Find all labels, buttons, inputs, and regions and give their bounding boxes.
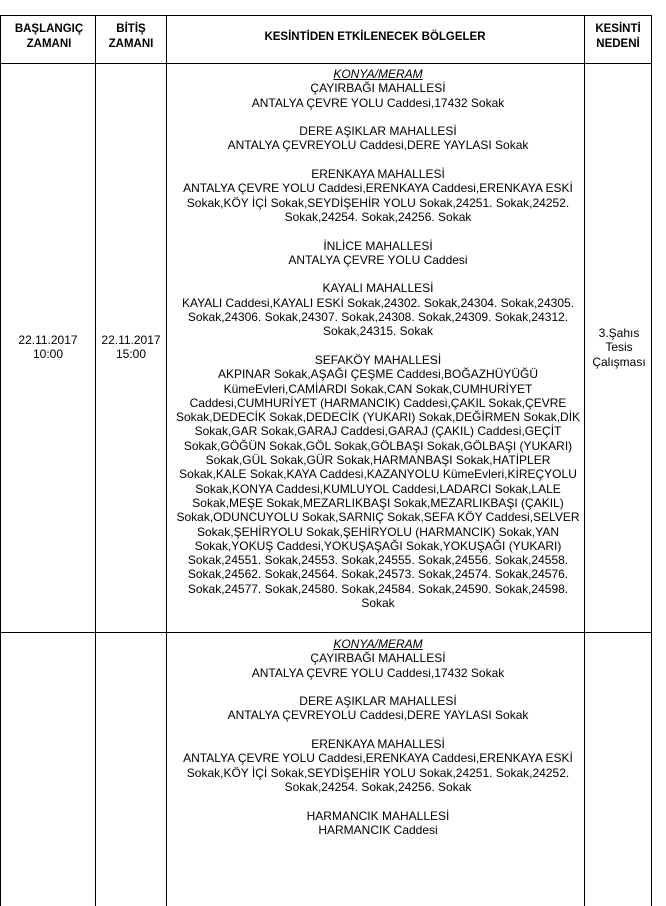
neighborhood-name: HARMANCIK MAHALLESİ — [306, 808, 450, 823]
row1-end-date: 22.11.2017 — [101, 333, 161, 347]
row1-regions — [172, 67, 584, 610]
street-list: ANTALYA ÇEVRE YOLU Caddesi,ERENKAYA Caddesi,ERENKAYA ESKİ Sokak,KÖY İÇİ Sokak,SEYDİŞEHİR YOLU Sokak,24251. Sokak,24252. Sokak,24254. Sokak,24256. Sokak — [183, 751, 573, 794]
neighborhood-name: İNLİCE MAHALLESİ — [323, 238, 433, 253]
header-bottom-border — [0, 63, 652, 64]
region-block — [172, 239, 584, 268]
row1-city: KONYA/MERAM — [333, 67, 423, 81]
row-divider — [0, 632, 652, 633]
region-block — [172, 694, 584, 723]
neighborhood-name: SEFAKÖY MAHALLESİ — [314, 352, 442, 367]
street-list: HARMANCIK Caddesi — [318, 822, 438, 837]
col-divider-right — [651, 15, 652, 906]
row1-reason: 3.Şahıs Tesis Çalışması — [592, 326, 646, 369]
table-top-border — [0, 15, 652, 16]
region-block — [172, 353, 584, 610]
street-list: ANTALYA ÇEVRE YOLU Caddesi — [288, 252, 468, 267]
header-reason: KESİNTİ NEDENİ — [595, 23, 641, 50]
neighborhood-name: DERE AŞIKLAR MAHALLESİ — [299, 694, 457, 709]
col-divider-1 — [95, 15, 96, 906]
row1-end — [96, 333, 166, 362]
neighborhood-name: ERENKAYA MAHALLESİ — [311, 167, 445, 182]
region-block — [172, 809, 584, 838]
row1-end-time: 15:00 — [115, 347, 147, 362]
col-divider-3 — [584, 15, 585, 906]
neighborhood-name: KAYALI MAHALLESİ — [322, 281, 434, 296]
row1-start — [1, 333, 95, 362]
neighborhood-name: ERENKAYA MAHALLESİ — [311, 737, 445, 752]
street-list: ANTALYA ÇEVRE YOLU Caddesi,ERENKAYA Caddesi,ERENKAYA ESKİ Sokak,KÖY İÇİ Sokak,SEYDİŞEHİR YOLU Sokak,24251. Sokak,24252. Sokak,24254. Sokak,24256. Sokak — [183, 181, 573, 224]
header-start-time: BAŞLANGIÇ ZAMANI — [14, 23, 84, 50]
row1-start-time: 10:00 — [32, 347, 64, 362]
region-block — [172, 281, 584, 338]
street-list: ANTALYA ÇEVRE YOLU Caddesi,17432 Sokak — [251, 665, 505, 680]
row2-city: KONYA/MERAM — [333, 637, 423, 651]
street-list: ANTALYA ÇEVREYOLU Caddesi,DERE YAYLASI Sokak — [227, 138, 529, 153]
header-regions: KESİNTİDEN ETKİLENECEK BÖLGELER — [264, 31, 486, 43]
region-block — [172, 167, 584, 224]
region-block — [172, 81, 584, 110]
region-block — [172, 737, 584, 794]
col-divider-2 — [166, 15, 167, 906]
street-list: ANTALYA ÇEVREYOLU Caddesi,DERE YAYLASI Sokak — [227, 708, 529, 723]
street-list: AKPINAR Sokak,AŞAĞI ÇEŞME Caddesi,BOĞAZHÜYÜĞÜ KümeEvleri,CAMİARDI Sokak,CAN Sokak,CUMHURİYET Caddesi,CUMHURİYET (HARMANCIK) Caddesi,ÇAKIL Sokak,ÇEVRE Sokak,DEDECİK Sokak,DEDECİK (YUKARI) Sokak,DEĞİRMEN Sokak,DİK Sokak,GAR Sokak,GARAJ Caddesi,GARAJ (ÇAKIL) Caddesi,GEÇİT Sokak,GÖĞÜN Sokak,GÖL Sokak,GÖLBAŞI Sokak,GÖLBAŞI (YUKARI) Sokak,GÜL Sokak,GÜR Sokak,HARMANBAŞI Sokak,HATİPLER Sokak,KALE Sokak,KAYA Caddesi,KAZANYOLU KümeEvleri,KİREÇYOLU Sokak,KONYA Caddesi,KUMLUYOL Caddesi,LADARCI Sokak,LALE Sokak,MEŞE Sokak,MEZARLIKBAŞI Sokak,MEZARLIKBAŞI (ÇAKIL) Sokak,ODUNCUYOLU Sokak,SARNIÇ Sokak,SEFA KÖY Caddesi,SELVER Sokak,ŞEHİRYOLU Sokak,ŞEHİRYOLU (HARMANCIK) Sokak,YAN Sokak,YOKUŞ Caddesi,YOKUŞAŞAĞI Sokak,YOKUŞAĞI (YUKARI) Sokak,24551. Sokak,24553. Sokak,24555. Sokak,24556. Sokak,24558. Sokak,24562. Sokak,24564. Sokak,24573. Sokak,24574. Sokak,24576. Sokak,24577. Sokak,24580. Sokak,24584. Sokak,24590. Sokak,24598. Sokak — [175, 367, 581, 610]
region-block — [172, 124, 584, 153]
neighborhood-name: ÇAYIRBAĞI MAHALLESİ — [310, 81, 446, 96]
neighborhood-name: ÇAYIRBAĞI MAHALLESİ — [310, 651, 446, 666]
region-block — [172, 651, 584, 680]
header-end-time: BİTİŞ ZAMANI — [108, 23, 154, 50]
neighborhood-name: DERE AŞIKLAR MAHALLESİ — [299, 124, 457, 139]
col-divider-left — [0, 15, 1, 906]
row1-start-date: 22.11.2017 — [18, 333, 78, 347]
street-list: KAYALI Caddesi,KAYALI ESKİ Sokak,24302. Sokak,24304. Sokak,24305. Sokak,24306. Sokak,24307. Sokak,24308. Sokak,24309. Sokak,24312. Sokak,24315. Sokak — [181, 295, 575, 339]
row2-regions — [172, 637, 584, 837]
street-list: ANTALYA ÇEVRE YOLU Caddesi,17432 Sokak — [251, 95, 505, 110]
